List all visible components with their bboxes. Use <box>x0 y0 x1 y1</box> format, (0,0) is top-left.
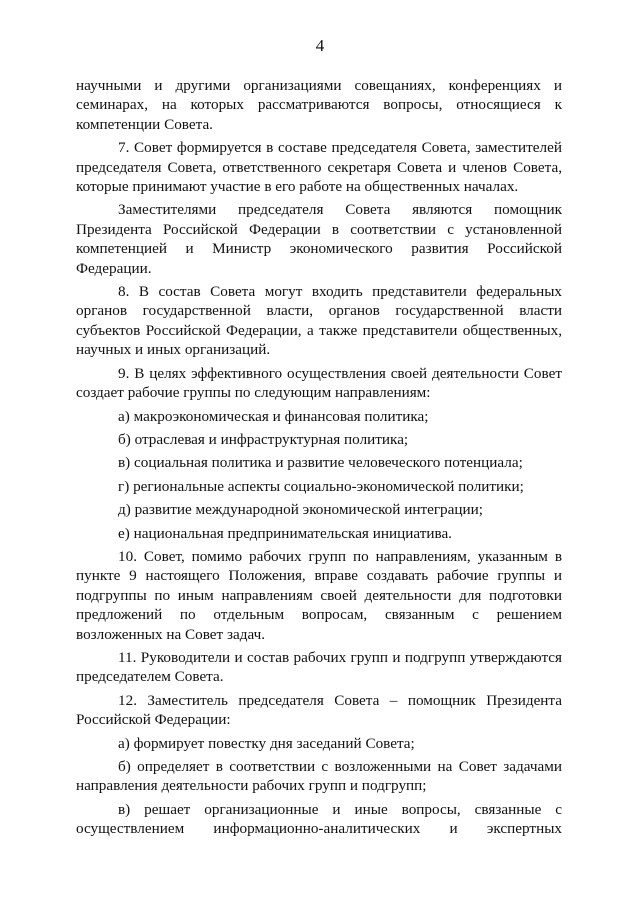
paragraph-deputies: Заместителями председателя Совета являются помощник Президента Российской Федерации в соответствии с установленной компетенцией и Министр экономического развития Российской Федерации. <box>76 201 562 277</box>
list-item-12v: в) решает организационные и иные вопросы, связанные с осуществлением информационно-аналитических и экспертных <box>76 800 562 838</box>
list-item-v: в) социальная политика и развитие человеческого потенциала; <box>118 454 523 472</box>
list-item-b: б) отраслевая и инфраструктурная политика; <box>118 430 409 448</box>
paragraph-continuation: научными и другими организациями совещаниях, конференциях и семинарах, на которых рассматриваются вопросы, относящиеся к компетенции Совета. <box>76 77 562 133</box>
paragraph-item-10: 10. Совет, помимо рабочих групп по направлениям, указанным в пункте 9 настоящего Положения, вправе создавать рабочие группы и подгруппы по иным направлениям своей деятельности для подготовки предложений по отдельным вопросам, связанным с решением возложенных на Совет задач. <box>76 547 562 643</box>
list-item-12a: а) формирует повестку дня заседаний Совета; <box>118 734 415 752</box>
list-item-g: г) региональные аспекты социально-экономической политики; <box>118 477 524 495</box>
list-item-a: а) макроэкономическая и финансовая политика; <box>118 407 429 425</box>
paragraph-item-7: 7. Совет формируется в составе председателя Совета, заместителей председателя Совета, ответственного секретаря Совета и членов Совета, которые принимают участие в его работе на общественных началах. <box>76 139 562 196</box>
paragraph-item-11: 11. Руководители и состав рабочих групп и подгрупп утверждаются председателем Совета. <box>76 648 562 686</box>
document-body <box>76 76 562 839</box>
list-item-d: д) развитие международной экономической интеграции; <box>118 501 483 519</box>
page-number: 4 <box>315 36 325 55</box>
paragraph-item-8: 8. В состав Совета могут входить представители федеральных органов государственной власти, органов государственной власти субъектов Российской Федерации, а также представители общественных, научных и иных организаций. <box>76 283 562 359</box>
paragraph-item-9: 9. В целях эффективного осуществления своей деятельности Совет создает рабочие группы по следующим направлениям: <box>76 364 562 402</box>
paragraph-item-12: 12. Заместитель председателя Совета – помощник Президента Российской Федерации: <box>76 691 562 729</box>
list-item-12b: б) определяет в соответствии с возложенными на Совет задачами направления деятельности рабочих групп и подгрупп; <box>76 758 562 795</box>
list-item-e: е) национальная предпринимательская инициатива. <box>118 524 452 542</box>
